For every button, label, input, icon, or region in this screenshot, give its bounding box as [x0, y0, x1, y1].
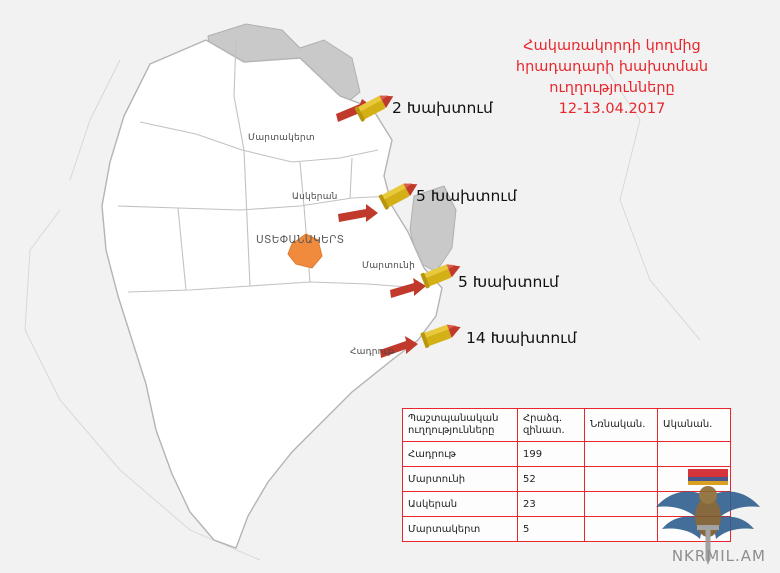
- table-header-direction: Պաշտպանական ուղղությունները: [403, 409, 518, 442]
- bullet-icon-2: [372, 178, 422, 212]
- cell-direction: Մարտունի: [403, 467, 518, 492]
- cell-firearms: 23: [518, 492, 585, 517]
- cell-firearms: 5: [518, 517, 585, 542]
- infographic-title: [462, 36, 762, 120]
- table-header-row: [403, 409, 731, 442]
- table-header-grenade: Նռնական.: [585, 409, 658, 442]
- bullet-icon-1: [348, 90, 398, 124]
- title-date: 12-13.04.2017: [558, 101, 666, 117]
- cell-direction: Մարտակերտ: [403, 517, 518, 542]
- callout-violations-3: 5 Խախտում: [458, 273, 559, 291]
- cell-firearms: 52: [518, 467, 585, 492]
- title-line-1: Հակառակորդի կողմից: [523, 38, 701, 54]
- callout-violations-1: 2 Խախտում: [392, 99, 493, 117]
- cell-direction: Ասկերան: [403, 492, 518, 517]
- table-header-mortar: Ականան.: [658, 409, 731, 442]
- region-label-askeran: Ասկերան: [292, 192, 338, 202]
- bullet-icon-4: [414, 318, 464, 352]
- callout-violations-4: 14 Խախտում: [466, 329, 577, 347]
- cell-direction: Հադրութ: [403, 442, 518, 467]
- watermark: NKRMIL.AM: [671, 547, 766, 565]
- table-header-firearms: Հրաձգ. զինատ.: [518, 409, 585, 442]
- title-line-2: հրադադարի խախտման: [515, 59, 709, 75]
- region-label-martakert: Մարտակերտ: [248, 133, 315, 143]
- capital-label-stepanakert: ՍՏԵՓԱՆԱԿԵՐՏ: [256, 234, 345, 246]
- region-label-hadrut: Հադրութ: [350, 347, 395, 357]
- bullet-icon-3: [414, 258, 464, 292]
- callout-violations-2: 5 Խախտում: [416, 187, 517, 205]
- title-line-3: ուղղությունները: [549, 80, 675, 96]
- region-label-martuni: Մարտունի: [362, 261, 415, 271]
- cell-firearms: 199: [518, 442, 585, 467]
